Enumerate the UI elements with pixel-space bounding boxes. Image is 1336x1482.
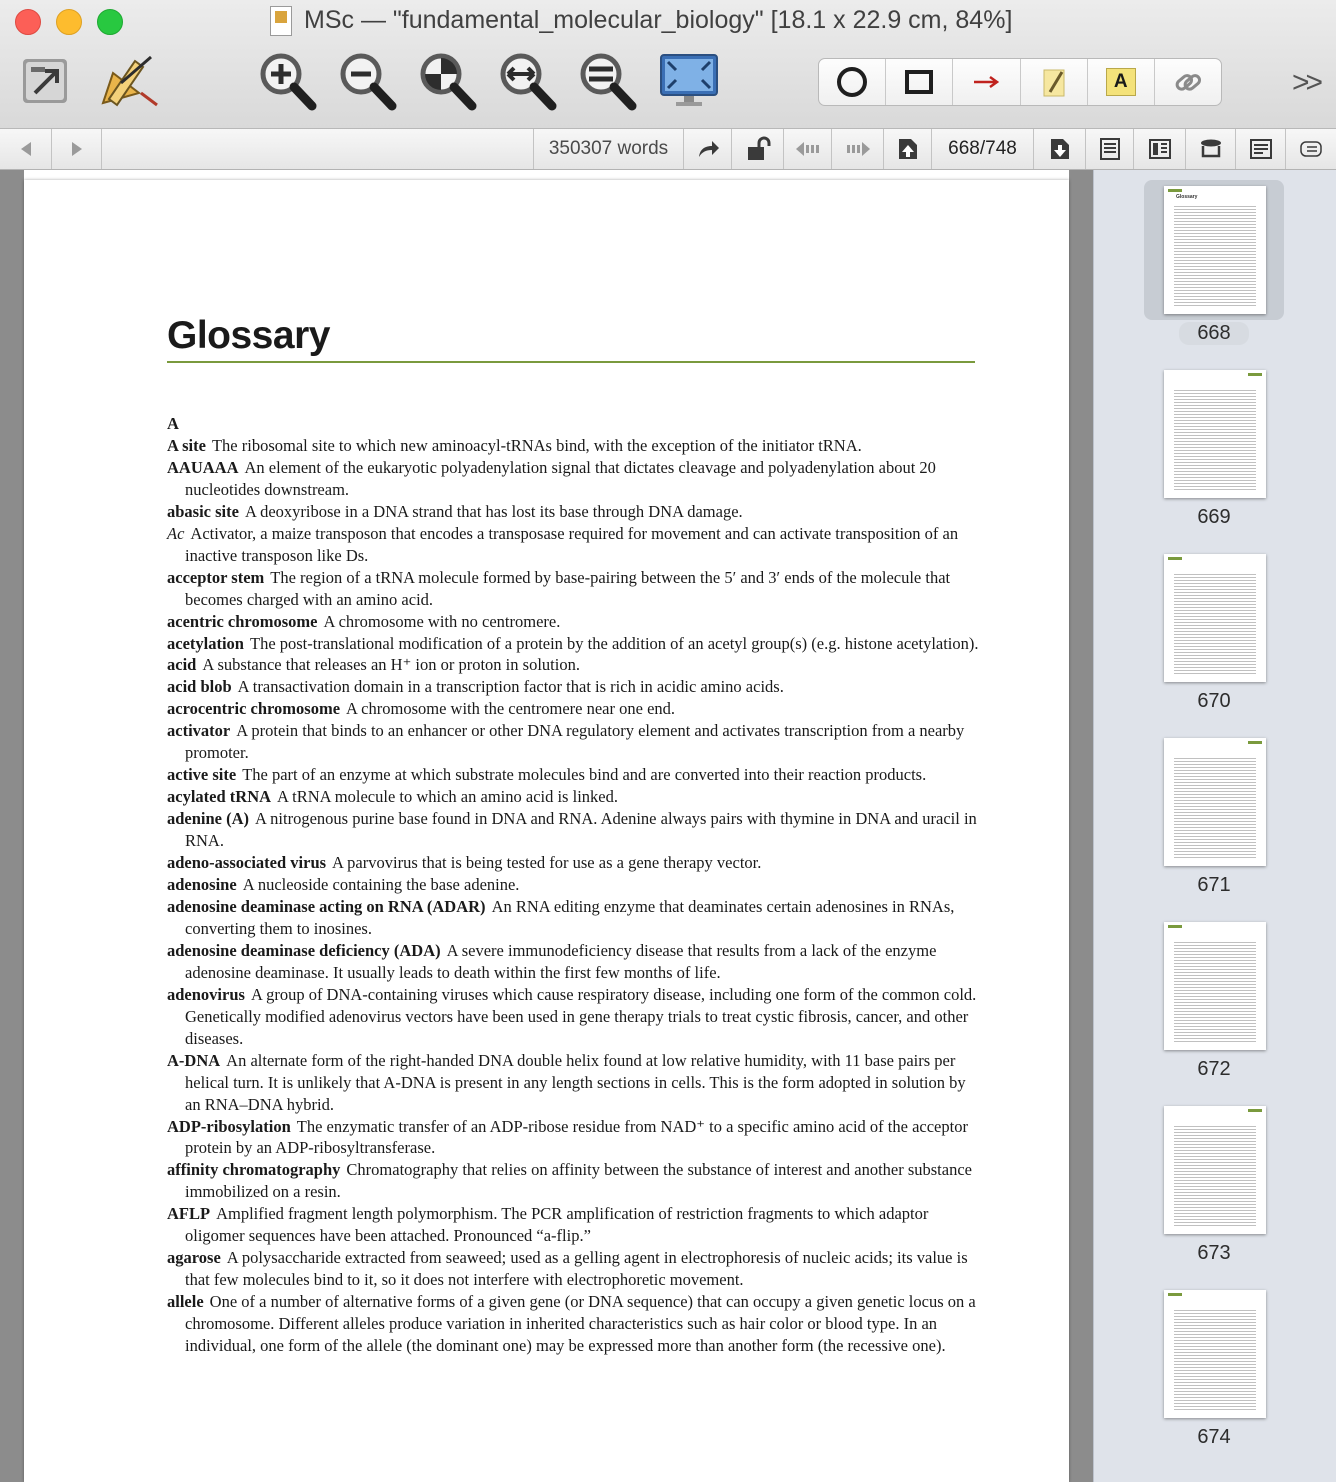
- glossary-entry: [167, 654, 979, 676]
- glossary-definition: A nitrogenous purine base found in DNA and RNA. Adenine always pairs with thymine in DNA and uracil in RNA.: [185, 809, 977, 851]
- oval-icon: [834, 64, 870, 100]
- glossary-definition: An RNA editing enzyme that deaminates certain adenosines in RNAs, converting them to inosines.: [185, 896, 955, 938]
- zoom-in-button[interactable]: [256, 50, 318, 112]
- share-action-button[interactable]: [684, 129, 732, 169]
- thumbnail-page-number[interactable]: 669: [1197, 506, 1231, 528]
- glossary-term: acid blob: [167, 677, 232, 697]
- thumbnail-text-lines: [1174, 1124, 1256, 1226]
- page-thumbnail[interactable]: [1164, 186, 1266, 314]
- glossary-entry: [167, 633, 979, 655]
- page-thumbnail[interactable]: [1164, 1106, 1266, 1234]
- glossary-entry: [167, 523, 979, 567]
- glossary-definition: A group of DNA-containing viruses which cause respiratory disease, including one form of the common cold. Genetically modified adenovirus vectors have been used in gene therapy trials to treat cystic fibrosis, cancer, and other diseases.: [185, 984, 977, 1048]
- glossary-entry: [167, 808, 979, 852]
- heading-rule: [167, 361, 975, 363]
- glossary-entry: [167, 1116, 979, 1160]
- zoom-out-button[interactable]: [336, 50, 398, 112]
- glossary-definition: Amplified fragment length polymorphism. The PCR amplification of restriction fragments to which adaptor oligomer sequences have been attached. Pronounced “a-flip.”: [185, 1204, 929, 1246]
- glossary-definition: The post-translational modification of a protein by the addition of an acetyl group(s) (e.g. histone acetylation).: [249, 633, 979, 653]
- cylinder-icon: [1199, 137, 1223, 161]
- glossary-entry: [167, 764, 979, 786]
- text-icon: [1106, 68, 1136, 96]
- document-background-right: [1069, 170, 1093, 1482]
- page-indicator[interactable]: 668/748: [932, 129, 1034, 169]
- glossary-entry: [167, 720, 979, 764]
- glossary-term: active site: [167, 765, 237, 785]
- glossary-entry: [167, 786, 979, 808]
- zoom-to-width-button[interactable]: [496, 50, 558, 112]
- highlighter-icon: [1036, 64, 1072, 100]
- thumbnail-page-number[interactable]: 671: [1197, 874, 1231, 896]
- glossary-entry: [167, 1050, 979, 1116]
- glossary-term: adeno-associated virus: [167, 853, 327, 873]
- window-title: MSc — "fundamental_molecular_biology" [18.1 x 22.9 cm, 84%]: [304, 6, 1013, 34]
- page-thumbnail[interactable]: [1164, 1290, 1266, 1418]
- two-page-view-button[interactable]: [1134, 129, 1186, 169]
- glossary-term: acceptor stem: [167, 567, 265, 587]
- forward-button[interactable]: [52, 129, 102, 169]
- glossary-term: acentric chromosome: [167, 611, 318, 631]
- actual-size-icon: [416, 50, 478, 112]
- full-screen-icon: [658, 50, 720, 112]
- zoom-in-icon: [256, 50, 318, 112]
- notes-view-button[interactable]: [1236, 129, 1286, 169]
- thumbnail-text-lines: [1174, 1308, 1256, 1410]
- page-down-button[interactable]: [1034, 129, 1086, 169]
- glossary-term: acrocentric chromosome: [167, 699, 341, 719]
- oval-tool-button[interactable]: [819, 59, 886, 105]
- glossary-entry: [167, 698, 979, 720]
- glossary-entry: [167, 567, 979, 611]
- glossary-definition: Chromatography that relies on affinity between the substance of interest and another substance immobilized on a resin.: [185, 1160, 972, 1202]
- thumbnail-page-tag: [1248, 741, 1262, 744]
- text-tool-label: A: [1113, 71, 1128, 92]
- glossary-term: AFLP: [167, 1204, 211, 1224]
- glossary-entry: [167, 874, 979, 896]
- search-field[interactable]: [102, 129, 534, 169]
- thumbnail-page-tag: [1168, 925, 1182, 928]
- glossary-entry: [167, 435, 979, 457]
- single-page-icon: [1099, 137, 1121, 161]
- navigation-bar: [0, 129, 1336, 170]
- glossary-definition: A severe immunodeficiency disease that results from a lack of the enzyme adenosine deaminase. It usually leads to death within the first few months of life.: [185, 940, 937, 982]
- zoom-out-icon: [336, 50, 398, 112]
- thumbnail-page-number[interactable]: 673: [1197, 1242, 1231, 1264]
- document-background-left: [0, 170, 24, 1482]
- glossary-term: adenovirus: [167, 984, 245, 1004]
- section-letter: A: [167, 414, 179, 433]
- curved-arrow-icon: [696, 137, 720, 161]
- page-up-button[interactable]: [884, 129, 932, 169]
- thumbnail-page-number[interactable]: 670: [1197, 690, 1231, 712]
- toolbar-overflow-button[interactable]: >>: [1292, 66, 1320, 99]
- glossary-term: adenine (A): [167, 809, 250, 829]
- minimize-window-button[interactable]: [56, 9, 82, 35]
- full-screen-button[interactable]: [658, 50, 720, 112]
- link-tool-button[interactable]: [1155, 59, 1221, 105]
- thumbnail-page-number[interactable]: 668: [1179, 322, 1249, 345]
- zoom-to-fit-button[interactable]: [576, 50, 638, 112]
- page-thumbnail[interactable]: [1164, 370, 1266, 498]
- page-thumbnail[interactable]: [1164, 922, 1266, 1050]
- glossary-definition: A tRNA molecule to which an amino acid is linked.: [277, 787, 618, 807]
- close-window-button[interactable]: [15, 9, 41, 35]
- thumbnail-page-number[interactable]: 672: [1197, 1058, 1231, 1080]
- highlighter-tool-button[interactable]: [1021, 59, 1088, 105]
- glossary-term: agarose: [167, 1248, 221, 1268]
- glossary-entries: [167, 413, 979, 1357]
- glossary-entry: [167, 896, 979, 940]
- glossary-term: acetylation: [167, 633, 244, 653]
- page-thumbnail[interactable]: [1164, 738, 1266, 866]
- glossary-definition: The enzymatic transfer of an ADP-ribose residue from NAD⁺ to a specific amino acid of the acceptor protein by an ADP-ribosyltransferase.: [185, 1116, 968, 1158]
- thumbnail-page-tag: [1248, 1109, 1262, 1112]
- glossary-term: affinity chromatography: [167, 1160, 341, 1180]
- glossary-term: AAUAAA: [167, 457, 239, 477]
- page-heading: Glossary: [167, 314, 330, 357]
- glossary-term: adenosine deaminase acting on RNA (ADAR): [167, 896, 486, 916]
- annotate-icon: [99, 53, 159, 109]
- unlock-icon: [745, 136, 771, 162]
- glossary-entry: [167, 1203, 979, 1247]
- share-icon: [17, 53, 73, 109]
- rectangle-icon: [901, 64, 937, 100]
- glossary-term: A site: [167, 435, 206, 455]
- glossary-definition: A substance that releases an H⁺ ion or proton in solution.: [202, 655, 580, 675]
- glossary-entry: [167, 501, 979, 523]
- annotate-button[interactable]: [98, 50, 160, 112]
- reading-mode-button[interactable]: [1186, 129, 1236, 169]
- next-page-button[interactable]: [832, 129, 884, 169]
- glossary-definition: A nucleoside containing the base adenine.: [242, 875, 520, 895]
- glossary-term: abasic site: [167, 501, 239, 521]
- arrow-tool-button[interactable]: [953, 59, 1020, 105]
- glossary-entry: [167, 611, 979, 633]
- glossary-entry: [167, 852, 979, 874]
- lock-button[interactable]: [732, 129, 784, 169]
- glossary-definition: A chromosome with the centromere near one end.: [346, 699, 676, 719]
- thumbnail-page-number[interactable]: 674: [1197, 1426, 1231, 1448]
- thumbnail-text-lines: [1174, 572, 1256, 674]
- glossary-term: allele: [167, 1292, 204, 1312]
- glossary-term: Ac: [167, 523, 185, 543]
- glossary-term: acylated tRNA: [167, 787, 272, 807]
- thumbnail-page-tag: [1168, 1293, 1182, 1296]
- link-icon: [1170, 64, 1206, 100]
- document-proxy-icon[interactable]: [270, 6, 292, 36]
- pdf-page[interactable]: [24, 180, 1069, 1482]
- triangle-left-icon: [16, 139, 36, 159]
- rectangle-tool-button[interactable]: [886, 59, 953, 105]
- notes-icon: [1249, 137, 1273, 161]
- glossary-definition: A protein that binds to an enhancer or other DNA regulatory element and activates transcription from a nearby promoter.: [185, 721, 965, 763]
- glossary-entry: [167, 676, 979, 698]
- glossary-term: acid: [167, 655, 197, 675]
- glossary-definition: The ribosomal site to which new aminoacyl-tRNAs bind, with the exception of the initiator tRNA.: [211, 435, 862, 455]
- share-button[interactable]: [14, 50, 76, 112]
- arrow-left-icon: [794, 139, 822, 159]
- page-thumbnail[interactable]: [1164, 554, 1266, 682]
- glossary-term: activator: [167, 721, 231, 741]
- arrow-icon: [968, 64, 1004, 100]
- glossary-definition: An element of the eukaryotic polyadenylation signal that dictates cleavage and polyadenylation about 20 nucleotides downstream.: [185, 457, 936, 499]
- glossary-definition: A transactivation domain in a transcription factor that is rich in acidic amino acids.: [237, 677, 784, 697]
- arrow-right-icon: [844, 139, 872, 159]
- back-button[interactable]: [0, 129, 52, 169]
- glossary-term: ADP-ribosylation: [167, 1116, 291, 1136]
- drawing-tools: [818, 58, 1222, 106]
- two-page-icon: [1148, 137, 1172, 161]
- word-count: 350307 words: [534, 129, 684, 169]
- glossary-definition: A chromosome with no centromere.: [323, 611, 561, 631]
- zoom-to-width-icon: [496, 50, 558, 112]
- thumbnail-title: Glossary: [1176, 194, 1198, 200]
- actual-size-button[interactable]: [416, 50, 478, 112]
- glossary-term: A-DNA: [167, 1050, 221, 1070]
- triangle-right-icon: [67, 139, 87, 159]
- text-tool-button[interactable]: [1088, 59, 1155, 105]
- previous-page-button[interactable]: [784, 129, 832, 169]
- window-titlebar: [0, 0, 1336, 129]
- glossary-entry: [167, 940, 979, 984]
- glossary-entry: [167, 1291, 979, 1357]
- glossary-definition: Activator, a maize transposon that encodes a transposase required for movement and can activate transposition of an inactive transposon like Ds.: [185, 523, 959, 565]
- glossary-entry: [167, 1159, 979, 1203]
- glossary-definition: The region of a tRNA molecule formed by base-pairing between the 5′ and 3′ ends of the molecule that becomes charged with an amino acid.: [185, 567, 951, 609]
- thumbnail-text-lines: [1174, 756, 1256, 858]
- glossary-definition: A polysaccharide extracted from seaweed; used as a gelling agent in electrophoresis of nucleic acids; its value is that few molecules bind to it, so it does not interfere with electrophoretic movement.: [185, 1248, 968, 1290]
- thumbnail-page-tag: [1248, 373, 1262, 376]
- thumbnail-text-lines: [1174, 940, 1256, 1042]
- zoom-to-fit-icon: [576, 50, 638, 112]
- glossary-term: adenosine deaminase deficiency (ADA): [167, 940, 441, 960]
- glossary-definition: A deoxyribose in a DNA strand that has lost its base through DNA damage.: [244, 501, 743, 521]
- glossary-entry: [167, 457, 979, 501]
- glossary-entry: [167, 984, 979, 1050]
- glossary-definition: An alternate form of the right-handed DNA double helix found at low relative humidity, with 11 base pairs per helical turn. It is unlikely that A-DNA is present in any length sections in cells. This is the form adopted in solution by an RNA–DNA hybrid.: [185, 1050, 966, 1114]
- page-down-icon: [1049, 137, 1071, 161]
- single-page-view-button[interactable]: [1086, 129, 1134, 169]
- thumbnail-text-lines: [1174, 388, 1256, 490]
- sidebar-icon: [1299, 139, 1323, 159]
- glossary-definition: A parvovirus that is being tested for use as a gene therapy vector.: [332, 853, 762, 873]
- glossary-term: adenosine: [167, 875, 237, 895]
- maximize-window-button[interactable]: [97, 9, 123, 35]
- glossary-entry: [167, 1247, 979, 1291]
- thumbnail-page-tag: [1168, 557, 1182, 560]
- thumbnail-page-tag: [1168, 189, 1182, 192]
- sidebar-toggle-button[interactable]: [1286, 129, 1336, 169]
- glossary-definition: One of a number of alternative forms of a given gene (or DNA sequence) that can occupy a given genetic locus on a chromosome. Different alleles produce variation in inherited characteristics such as hair color or blood type. In an individual, one form of the allele (the dominant one) may be expressed more than another form (the recessive one).: [185, 1292, 976, 1356]
- glossary-definition: The part of an enzyme at which substrate molecules bind and are converted into their reaction products.: [242, 765, 927, 785]
- thumbnail-text-lines: [1174, 204, 1256, 306]
- page-up-icon: [897, 137, 919, 161]
